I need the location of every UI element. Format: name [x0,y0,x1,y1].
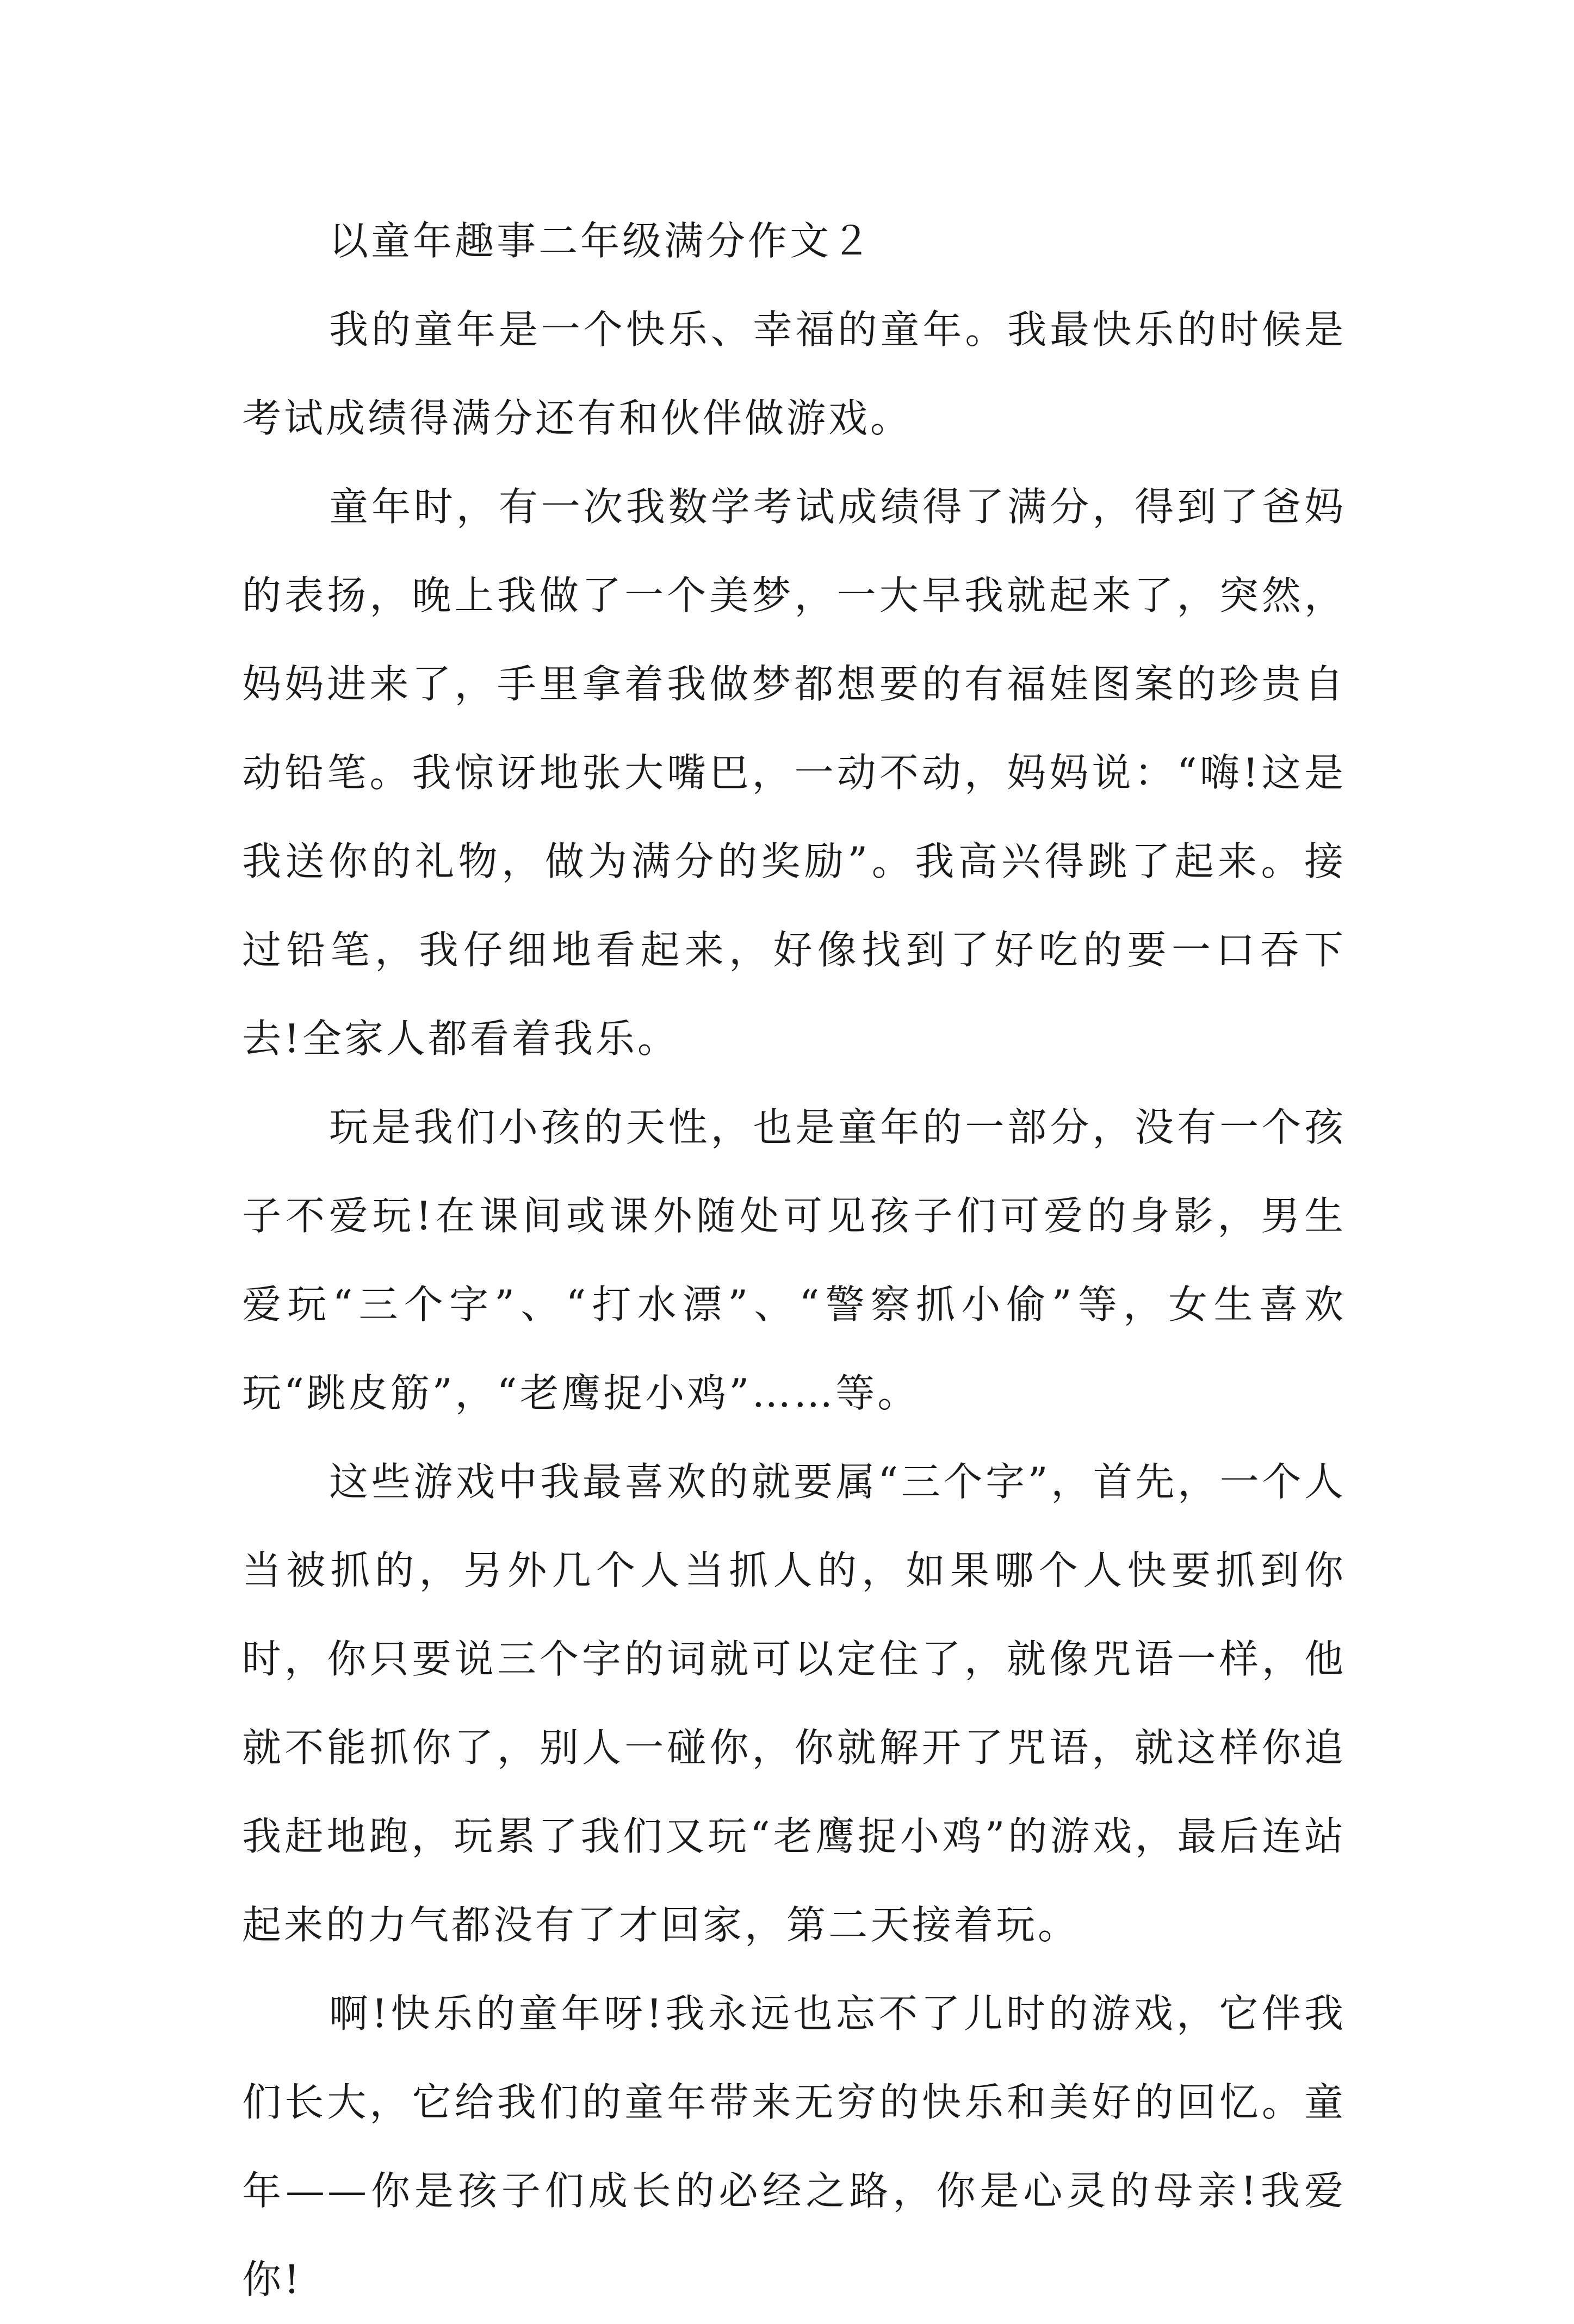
essay-body [242,197,1346,2324]
paragraph-3: 玩是我们小孩的天性，也是童年的一部分，没有一个孩子不爱玩!在课间或课外随处可见孩子们可爱的身影，男生爱玩“三个字”、“打水漂”、“警察抓小偷”等，女生喜欢玩“跳皮筋”，“老鹰捉小鸡”……等。 [242,1104,1346,1416]
paragraph-5: 啊!快乐的童年呀!我永远也忘不了儿时的游戏，它伴我们长大，它给我们的童年带来无穷的快乐和美好的回忆。童年——你是孩子们成长的必经之路，你是心灵的母亲!我爱你! [242,1991,1346,2302]
paragraph-4: 这些游戏中我最喜欢的就要属“三个字”，首先，一个人当被抓的，另外几个人当抓人的，如果哪个人快要抓到你时，你只要说三个字的词就可以定住了，就像咒语一样，他就不能抓你了，别人一碰你，你就解开了咒语，就这样你追我赶地跑，玩累了我们又玩“老鹰捉小鸡”的游戏，最后连站起来的力气都没有了才回家，第二天接着玩。 [242,1459,1346,1948]
paragraph-2: 童年时，有一次我数学考试成绩得了满分，得到了爸妈的表扬，晚上我做了一个美梦，一大早我就起来了，突然，妈妈进来了，手里拿着我做梦都想要的有福娃图案的珍贵自动铅笔。我惊讶地张大嘴巴，一动不动，妈妈说：“嗨!这是我送你的礼物，做为满分的奖励”。我高兴得跳了起来。接过铅笔，我仔细地看起来，好像找到了好吃的要一口吞下去!全家人都看着我乐。 [242,484,1346,1061]
paragraph-1: 我的童年是一个快乐、幸福的童年。我最快乐的时候是考试成绩得满分还有和伙伴做游戏。 [242,307,1346,441]
essay-title: 以童年趣事二年级满分作文２ [329,218,874,264]
